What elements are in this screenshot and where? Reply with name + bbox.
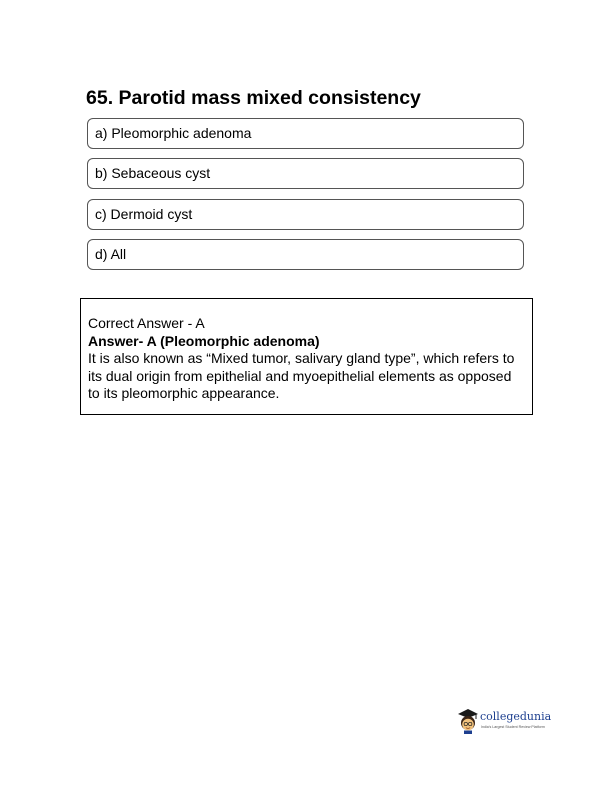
- option-d[interactable]: d) All: [87, 239, 524, 270]
- question-title: 65. Parotid mass mixed consistency: [86, 87, 421, 109]
- logo-tagline: India's Largest Student Review Platform: [481, 725, 545, 729]
- correct-answer-line: Correct Answer - A: [88, 315, 205, 331]
- logo-wordmark: collegedunia: [480, 710, 552, 723]
- option-a[interactable]: a) Pleomorphic adenoma: [87, 118, 524, 149]
- answer-box: [80, 298, 533, 415]
- option-c[interactable]: c) Dermoid cyst: [87, 199, 524, 230]
- student-mascot-icon: [457, 708, 479, 734]
- answer-heading: Answer- A (Pleomorphic adenoma): [88, 332, 320, 349]
- collegedunia-logo: [457, 706, 557, 736]
- option-b[interactable]: b) Sebaceous cyst: [87, 158, 524, 189]
- answer-explanation: It is also known as “Mixed tumor, salivary gland type”, which refers to its dual origin from epithelial and myoepithelial elements as opposed to its pleomorphic appearance.: [88, 350, 515, 401]
